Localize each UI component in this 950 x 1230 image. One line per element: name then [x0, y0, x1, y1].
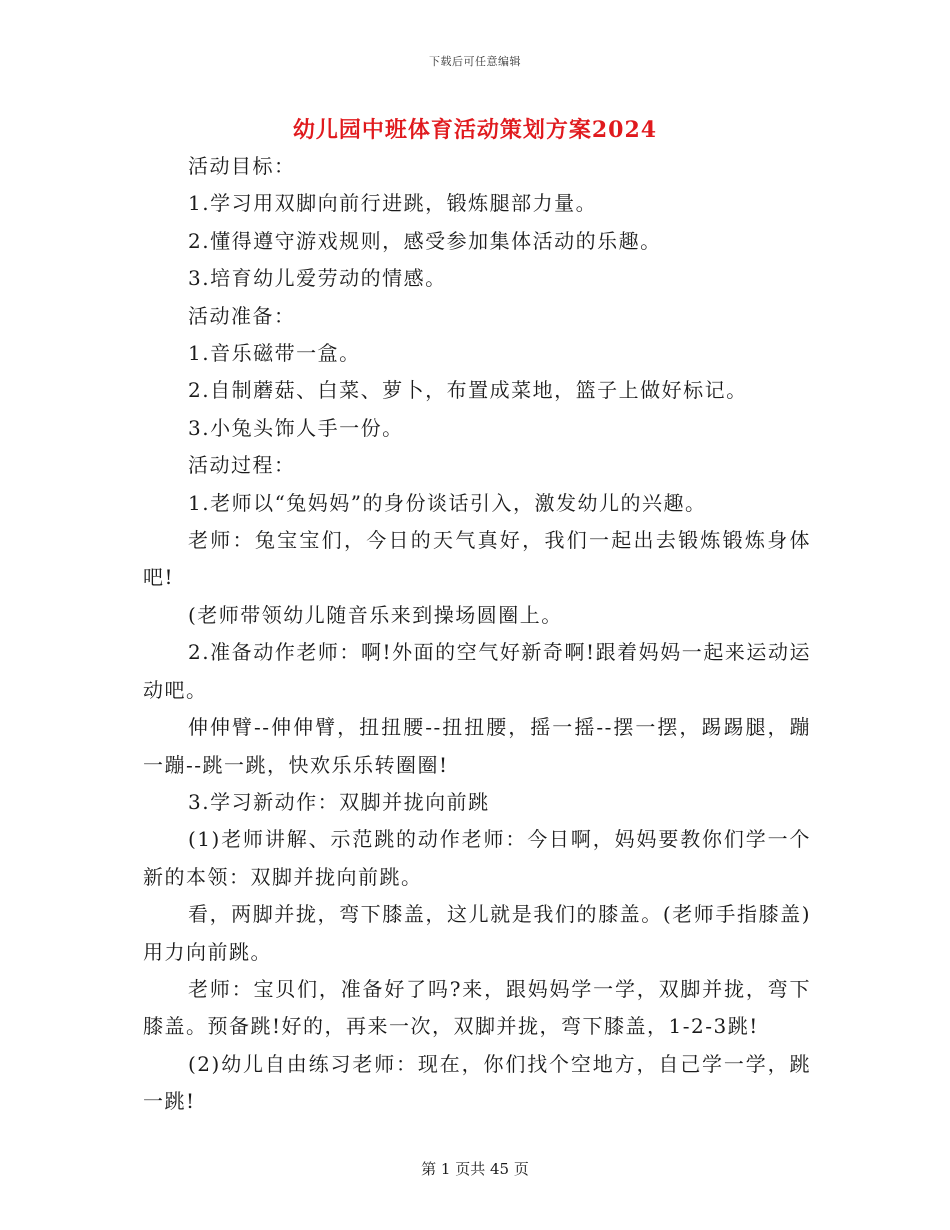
- section-heading-preparation: 活动准备：: [188, 303, 296, 328]
- process-paragraph: 看，两脚并拢，弯下膝盖，这儿就是我们的膝盖。(老师手指膝盖)用力向前跳。: [143, 902, 811, 964]
- process-paragraph: 伸伸臂--伸伸臂，扭扭腰--扭扭腰，摇一摇--摆一摆，踢踢腿，蹦一蹦--跳一跳，快欢乐乐转圈圈!: [143, 715, 811, 777]
- process-paragraph: 3.学习新动作：双脚并拢向前跳: [188, 789, 490, 814]
- section-heading-process: 活动过程：: [188, 453, 296, 478]
- page-number: 第 1 页共 45 页: [421, 1160, 529, 1178]
- preparation-item-2: 2.自制蘑菇、白菜、萝卜，布置成菜地，篮子上做好标记。: [188, 378, 748, 403]
- process-paragraph: (1)老师讲解、示范跳的动作老师：今日啊，妈妈要教你们学一个新的本领：双脚并拢向前跳。: [143, 827, 811, 889]
- header-note: 下载后可任意编辑: [429, 55, 521, 68]
- document-title: 幼儿园中班体育活动策划方案2024: [292, 117, 658, 143]
- goal-item-3: 3.培育幼儿爱劳动的情感。: [188, 266, 447, 291]
- section-heading-goals: 活动目标：: [188, 154, 296, 178]
- preparation-item-3: 3.小兔头饰人手一份。: [188, 415, 404, 440]
- process-paragraph: 1.老师以“兔妈妈”的身份谈话引入，激发幼儿的兴趣。: [188, 490, 707, 515]
- process-paragraph: (老师带领幼儿随音乐来到操场圆圈上。: [188, 602, 563, 627]
- preparation-item-1: 1.音乐磁带一盒。: [188, 341, 361, 366]
- goal-item-2: 2.懂得遵守游戏规则，感受参加集体活动的乐趣。: [188, 228, 662, 253]
- process-paragraph: (2)幼儿自由练习老师：现在，你们找个空地方，自己学一学，跳一跳!: [143, 1051, 811, 1114]
- process-paragraph: 老师：兔宝宝们，今日的天气真好，我们一起出去锻炼锻炼身体吧!: [143, 528, 811, 590]
- document-body: [143, 148, 811, 1121]
- process-paragraph: 2.准备动作老师：啊!外面的空气好新奇啊!跟着妈妈一起来运动运动吧。: [143, 640, 811, 702]
- process-paragraph: 老师：宝贝们，准备好了吗?来，跟妈妈学一学，双脚并拢，弯下膝盖。预备跳!好的，再来一次，双脚并拢，弯下膝盖，1-2-3跳!: [143, 976, 811, 1039]
- goal-item-1: 1.学习用双脚向前行进跳，锻炼腿部力量。: [188, 191, 598, 216]
